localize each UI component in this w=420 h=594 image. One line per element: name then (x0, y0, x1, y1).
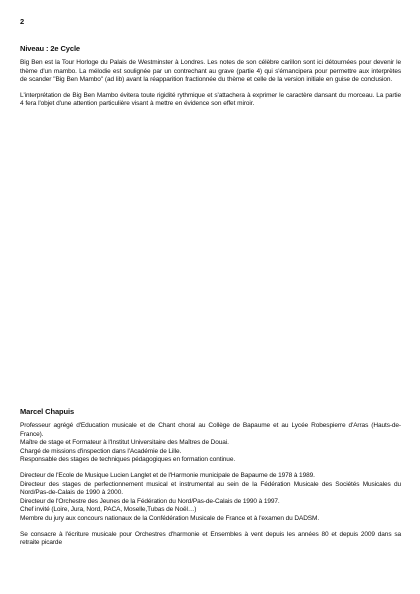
biography-line: Directeur de l'Orchestre des Jeunes de la Fédération du Nord/Pas-de-Calais de 1990 à 1997. (20, 497, 280, 505)
biography-line: Professeur agrégé d'Education musicale et de Chant choral au Collège de Bapaume et au Lycée Robespierre d'Arras (Hauts-de-France). (20, 422, 401, 438)
level-paragraph-description: Big Ben est la Tour Horloge du Palais de Westminster à Londres. Les notes de son célèbre carillon sont ici détournées pour devenir le thème d'un mambo. La mélodie est soulignée par un contrechant au grave (partie 4) qui s'émancipera pour permettre aux interprètes de scander "Big Ben Mambo" (ad lib) avant la réapparition fractionnée du thème et celle de la version initiale en guise de conclusion. (20, 59, 401, 84)
biography-block-composition (20, 531, 401, 548)
level-heading: Niveau : 2e Cycle (20, 44, 80, 53)
biography-line: Membre du jury aux concours nationaux de la Confédération Musicale de France et à l'examen du DADSM. (20, 514, 320, 522)
biography-line: Directeur de l'Ecole de Musique Lucien Langlet et de l'Harmonie municipale de Bapaume de 1978 à 1989. (20, 471, 315, 479)
biography-section (20, 407, 401, 555)
biography-heading: Marcel Chapuis (20, 407, 75, 416)
level-section (20, 44, 401, 116)
biography-line: Maître de stage et Formateur à l'Institut Universitaire des Maîtres de Douai. (20, 439, 229, 447)
level-paragraph-interpretation: L'interprétation de Big Ben Mambo évitera toute rigidité rythmique et s'attachera à exprimer le caractère dansant du morceau. La partie 4 fera l'objet d'une attention particulière visant à mettre en évidence son effet miroir. (20, 91, 401, 108)
biography-line: Se consacre à l'écriture musicale pour Orchestres d'harmonie et Ensembles à vent depuis les années 80 et depuis 2009 dans sa retraite picarde (20, 530, 401, 547)
biography-line: Chef invité (Loire, Jura, Nord, PACA, Moselle,Tubas de Noël…) (20, 506, 197, 514)
page-number: 2 (20, 17, 25, 26)
biography-block-teaching (20, 422, 401, 465)
biography-line: Responsable des stages de techniques pédagogiques en formation continue. (20, 456, 236, 464)
biography-line: Directeur des stages de perfectionnement musical et instrumental au sein de la Fédération Musicale des Sociétés Musicales du Nord/Pas-de-Calais de 1990 à 2000. (20, 480, 401, 497)
biography-line: Chargé de missions d'inspection dans l'Académie de Lille. (20, 447, 182, 455)
biography-block-direction (20, 472, 401, 524)
